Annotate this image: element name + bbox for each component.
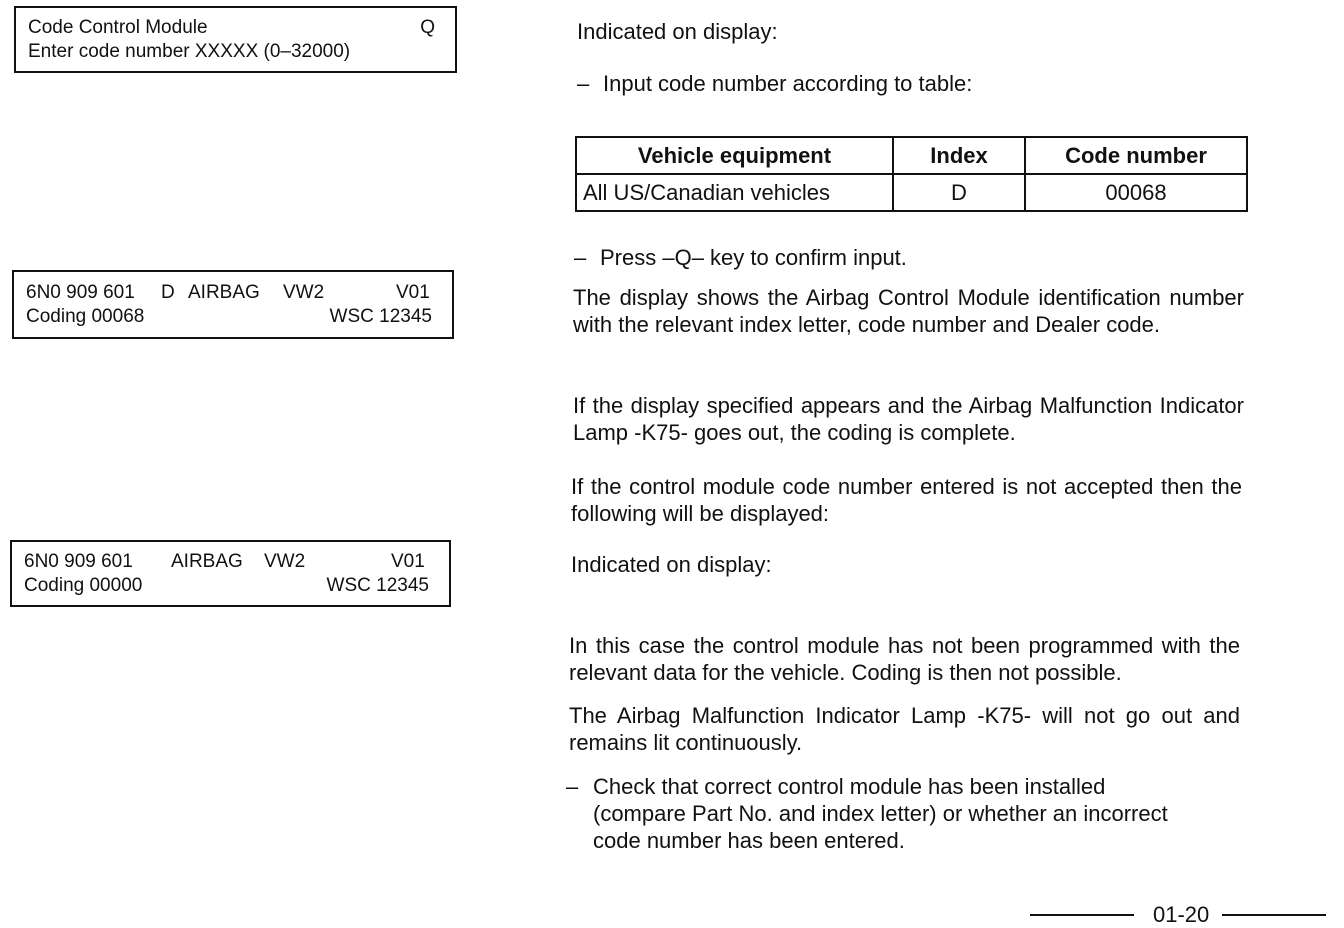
display-coding: Coding 00068 <box>26 306 145 327</box>
display-name: AIRBAG <box>171 551 243 572</box>
display-dealer-code: WSC 12345 <box>326 575 429 596</box>
table-cell-code: 00068 <box>1025 174 1247 211</box>
table-header-row <box>576 137 1247 174</box>
table-cell-index: D <box>893 174 1025 211</box>
table-row <box>576 174 1247 211</box>
step-dash: – <box>574 245 587 270</box>
para-not-accepted: If the control module code number entered is not accepted then the following will be displayed: <box>571 474 1242 526</box>
display-version: V01 <box>396 282 430 303</box>
display-box-code-control <box>14 6 457 73</box>
step-input-code: – Input code number according to table: <box>577 71 973 96</box>
display-box-ident-not-coded <box>10 540 451 607</box>
display-part-number: 6N0 909 601 <box>26 282 135 303</box>
display-line1-right: Q <box>420 17 435 38</box>
display-part-number: 6N0 909 601 <box>24 551 133 572</box>
indicated-on-display-2: Indicated on display: <box>571 552 772 577</box>
table-header-code: Code number <box>1025 137 1247 174</box>
step-press-q: – Press –Q– key to confirm input. <box>574 245 907 270</box>
display-vw: VW2 <box>264 551 306 572</box>
display-name: AIRBAG <box>188 282 260 303</box>
table-header-index: Index <box>893 137 1025 174</box>
step-check-module <box>566 773 1186 854</box>
display-version: V01 <box>391 551 425 572</box>
table-cell-vehicle: All US/Canadian vehicles <box>576 174 893 211</box>
step-dash: – <box>577 71 590 96</box>
indicated-on-display-1: Indicated on display: <box>577 19 778 44</box>
step-dash: – <box>566 774 579 799</box>
display-box-ident-ok <box>12 270 454 339</box>
display-line2: Enter code number XXXXX (0–32000) <box>28 41 351 62</box>
step-check-text: Check that correct control module has been installed (compare Part No. and index letter) or whether an incorrect code number has been entered. <box>593 774 1168 853</box>
para-if-display: If the display specified appears and the Airbag Malfunction Indicator Lamp -K75- goes out, the coding is complete. <box>573 393 1244 445</box>
display-vw: VW2 <box>283 282 325 303</box>
footer-rule-right <box>1222 914 1326 916</box>
display-coding: Coding 00000 <box>24 575 143 596</box>
footer-rule-left <box>1030 914 1134 916</box>
display-line1-left: Code Control Module <box>28 17 208 38</box>
para-lamp-lit: The Airbag Malfunction Indicator Lamp -K75- will not go out and remains lit continuously. <box>569 703 1240 755</box>
code-table <box>575 136 1248 212</box>
para-not-programmed: In this case the control module has not been programmed with the relevant data for the vehicle. Coding is then not possible. <box>569 633 1240 685</box>
page-number: 01-20 <box>1153 902 1210 927</box>
para-display-shows: The display shows the Airbag Control Module identification number with the relevant index letter, code number and Dealer code. <box>573 285 1244 337</box>
table-header-vehicle: Vehicle equipment <box>576 137 893 174</box>
display-dealer-code: WSC 12345 <box>329 306 432 327</box>
display-index: D <box>161 282 175 303</box>
